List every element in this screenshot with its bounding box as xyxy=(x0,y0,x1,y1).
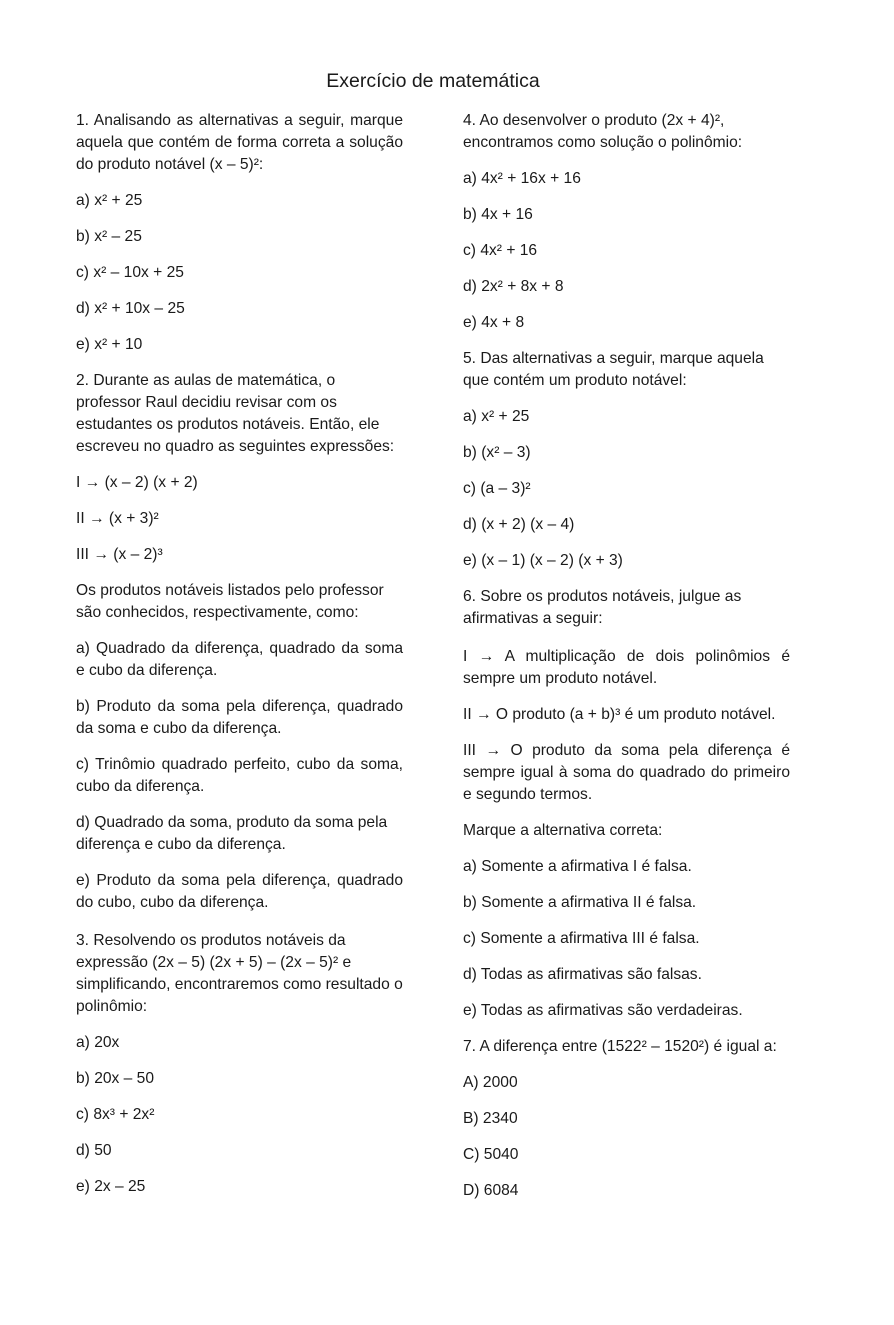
q6-option-b: b) Somente a afirmativa II é falsa. xyxy=(463,894,697,911)
q2-statement-1: I → (x – 2) (x + 2) xyxy=(76,474,198,491)
q6-option-c: c) Somente a afirmativa III é falsa. xyxy=(463,930,700,947)
q4-option-b: b) 4x + 16 xyxy=(463,206,533,223)
q6-statement-2: II → O produto (a + b)³ é um produto notável. xyxy=(463,706,776,723)
q6-statement-3: III → O produto da soma pela diferença é sempre igual à soma do quadrado do primeiro e segundo termos. xyxy=(463,742,790,803)
q6-prompt: Marque a alternativa correta: xyxy=(463,822,663,839)
question-4-text: 4. Ao desenvolver o produto (2x + 4)², encontramos como solução o polinômio: xyxy=(463,112,743,151)
q3-option-a: a) 20x xyxy=(76,1034,120,1051)
question-2-text: 2. Durante as aulas de matemática, o professor Raul decidiu revisar com os estudantes os produtos notáveis. Então, ele escreveu no quadro as seguintes expressões: xyxy=(76,372,395,455)
q4-option-e: e) 4x + 8 xyxy=(463,314,525,331)
q2-option-e: e) Produto da soma pela diferença, quadrado do cubo, cubo da diferença. xyxy=(76,872,403,911)
q3-option-d: d) 50 xyxy=(76,1142,112,1159)
q7-option-d: D) 6084 xyxy=(463,1182,519,1199)
q2-statement-2: II → (x + 3)² xyxy=(76,510,159,527)
question-7-text: 7. A diferença entre (1522² – 1520²) é igual a: xyxy=(463,1038,777,1055)
q4-option-d: d) 2x² + 8x + 8 xyxy=(463,278,564,295)
q6-option-a: a) Somente a afirmativa I é falsa. xyxy=(463,858,692,875)
q5-option-c: c) (a – 3)² xyxy=(463,480,531,497)
q2-option-d: d) Quadrado da soma, produto da soma pela diferença e cubo da diferença. xyxy=(76,814,388,853)
q6-option-d: d) Todas as afirmativas são falsas. xyxy=(463,966,702,983)
q1-option-b: b) x² – 25 xyxy=(76,228,142,245)
q2-prompt: Os produtos notáveis listados pelo professor são conhecidos, respectivamente, como: xyxy=(76,582,384,621)
question-6-text: 6. Sobre os produtos notáveis, julgue as afirmativas a seguir: xyxy=(463,588,742,627)
q3-option-e: e) 2x – 25 xyxy=(76,1178,146,1195)
question-5-text: 5. Das alternativas a seguir, marque aquela que contém um produto notável: xyxy=(463,350,764,389)
q2-statement-3: III → (x – 2)³ xyxy=(76,546,163,563)
q7-option-c: C) 5040 xyxy=(463,1146,519,1163)
q3-option-b: b) 20x – 50 xyxy=(76,1070,155,1087)
question-3-text: 3. Resolvendo os produtos notáveis da expressão (2x – 5) (2x + 5) – (2x – 5)² e simplificando, encontraremos como resultado o polinômio: xyxy=(76,932,403,1015)
q4-option-c: c) 4x² + 16 xyxy=(463,242,538,259)
q5-option-b: b) (x² – 3) xyxy=(463,444,531,461)
q7-option-b: B) 2340 xyxy=(463,1110,518,1127)
q2-option-c: c) Trinômio quadrado perfeito, cubo da soma, cubo da diferença. xyxy=(76,756,403,795)
q5-option-d: d) (x + 2) (x – 4) xyxy=(463,516,575,533)
q2-option-b: b) Produto da soma pela diferença, quadrado da soma e cubo da diferença. xyxy=(76,698,403,737)
q1-option-d: d) x² + 10x – 25 xyxy=(76,300,185,317)
q6-statement-1: I → A multiplicação de dois polinômios é sempre um produto notável. xyxy=(463,648,790,687)
q3-option-c: c) 8x³ + 2x² xyxy=(76,1106,155,1123)
page-title: Exercício de matemática xyxy=(326,70,540,92)
right-column xyxy=(463,110,790,1202)
q1-option-e: e) x² + 10 xyxy=(76,336,143,353)
left-column xyxy=(76,110,403,1198)
q1-option-c: c) x² – 10x + 25 xyxy=(76,264,184,281)
q4-option-a: a) 4x² + 16x + 16 xyxy=(463,170,581,187)
q7-option-a: A) 2000 xyxy=(463,1074,518,1091)
q2-option-a: a) Quadrado da diferença, quadrado da soma e cubo da diferença. xyxy=(76,640,403,679)
q5-option-e: e) (x – 1) (x – 2) (x + 3) xyxy=(463,552,623,569)
q5-option-a: a) x² + 25 xyxy=(463,408,530,425)
question-1-text: 1. Analisando as alternativas a seguir, marque aquela que contém de forma correta a solução do produto notável (x – 5)²: xyxy=(76,112,403,173)
q6-option-e: e) Todas as afirmativas são verdadeiras. xyxy=(463,1002,743,1019)
q1-option-a: a) x² + 25 xyxy=(76,192,143,209)
